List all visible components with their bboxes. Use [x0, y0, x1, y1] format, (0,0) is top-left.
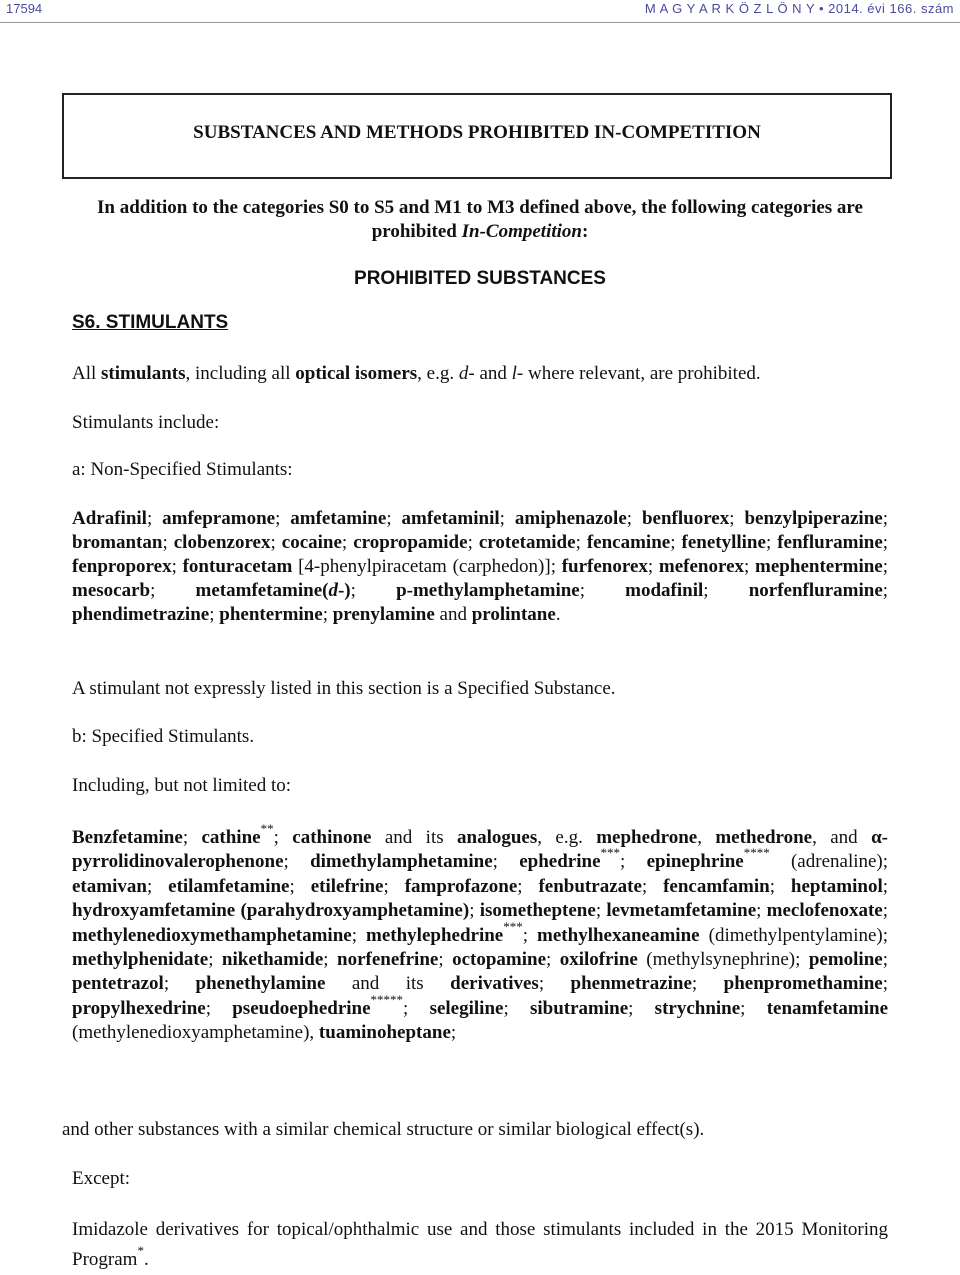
- specified-substance-note: A stimulant not expressly listed in this section is a Specified Substance.: [72, 678, 616, 699]
- non-specified-list: Adrafinil; amfepramone; amfetamine; amfetaminil; amiphenazole; benfluorex; benzylpiperazine; bromantan; clobenzorex; cocaine; cropropamide; crotetamide; fencamine; fenetylline; fenfluramine; fenproporex; fonturacetam [4-phenylpiracetam (carphedon)]; furfenorex; mefenorex; mephentermine; mesocarb; metamfetamine(d-); p-methylamphetamine; modafinil; norfenfluramine; phendimetrazine; phentermine; prenylamine and prolintane.: [72, 508, 889, 625]
- document-title: SUBSTANCES AND METHODS PROHIBITED IN-COMPETITION: [193, 122, 761, 143]
- section-heading: PROHIBITED SUBSTANCES: [354, 268, 606, 289]
- page-number: 17594: [6, 1, 43, 16]
- journal-title: M A G Y A R K Ö Z L Ö N Y • 2014. évi 166. szám: [644, 1, 954, 16]
- other-substances: and other substances with a similar chemical structure or similar biological effect(s).: [62, 1119, 705, 1140]
- intro-text: In addition to the categories S0 to S5 and M1 to M3 defined above, the following categories are prohibited: [97, 197, 863, 242]
- s6-heading: S6. STIMULANTS: [72, 312, 229, 333]
- page-header: [0, 0, 960, 23]
- intro-emphasis: In-Competition: [461, 221, 582, 242]
- stimulants-paragraph: All stimulants, including all optical isomers, e.g. d- and l- where relevant, are prohibited.: [72, 363, 761, 384]
- including-text: Including, but not limited to:: [72, 775, 292, 796]
- imidazole-paragraph: Imidazole derivatives for topical/ophthalmic use and those stimulants included in the 2015 Monitoring Program*.: [72, 1219, 888, 1270]
- specified-heading: b: Specified Stimulants.: [72, 726, 255, 747]
- intro-paragraph: [90, 196, 870, 244]
- except-text: Except:: [72, 1168, 131, 1189]
- specified-list: Benzfetamine; cathine**; cathinone and its analogues, e.g. mephedrone, methedrone, and α- pyrrolidinovalerophenone; dimethylamphetamine; ephedrine***; epinephrine**** (adrenaline); etamivan; etilamfetamine; etilefrine; famprofazone; fenbutrazate; fencamfamin; heptaminol; hydroxyamfetamine (parahydroxyamphetamine); isometheptene; levmetamfetamine; meclofenoxate; methylenedioxymethamphetamine; methylephedrine***; methylhexaneamine (dimethylpentylamine); methylphenidate; nikethamide; norfenefrine; octopamine; oxilofrine (methylsynephrine); pemoline; pentetrazol; phenethylamine and its derivatives; phenmetrazine; phenpromethamine; propylhexedrine; pseudoephedrine*****; selegiline; sibutramine; strychnine; tenamfetamine (methylenedioxyamphetamine), tuaminoheptane;: [72, 821, 889, 1044]
- title-box: [62, 93, 892, 179]
- non-specified-heading: a: Non-Specified Stimulants:: [72, 459, 293, 480]
- intro-colon: :: [581, 221, 589, 242]
- stimulants-include: Stimulants include:: [72, 412, 220, 433]
